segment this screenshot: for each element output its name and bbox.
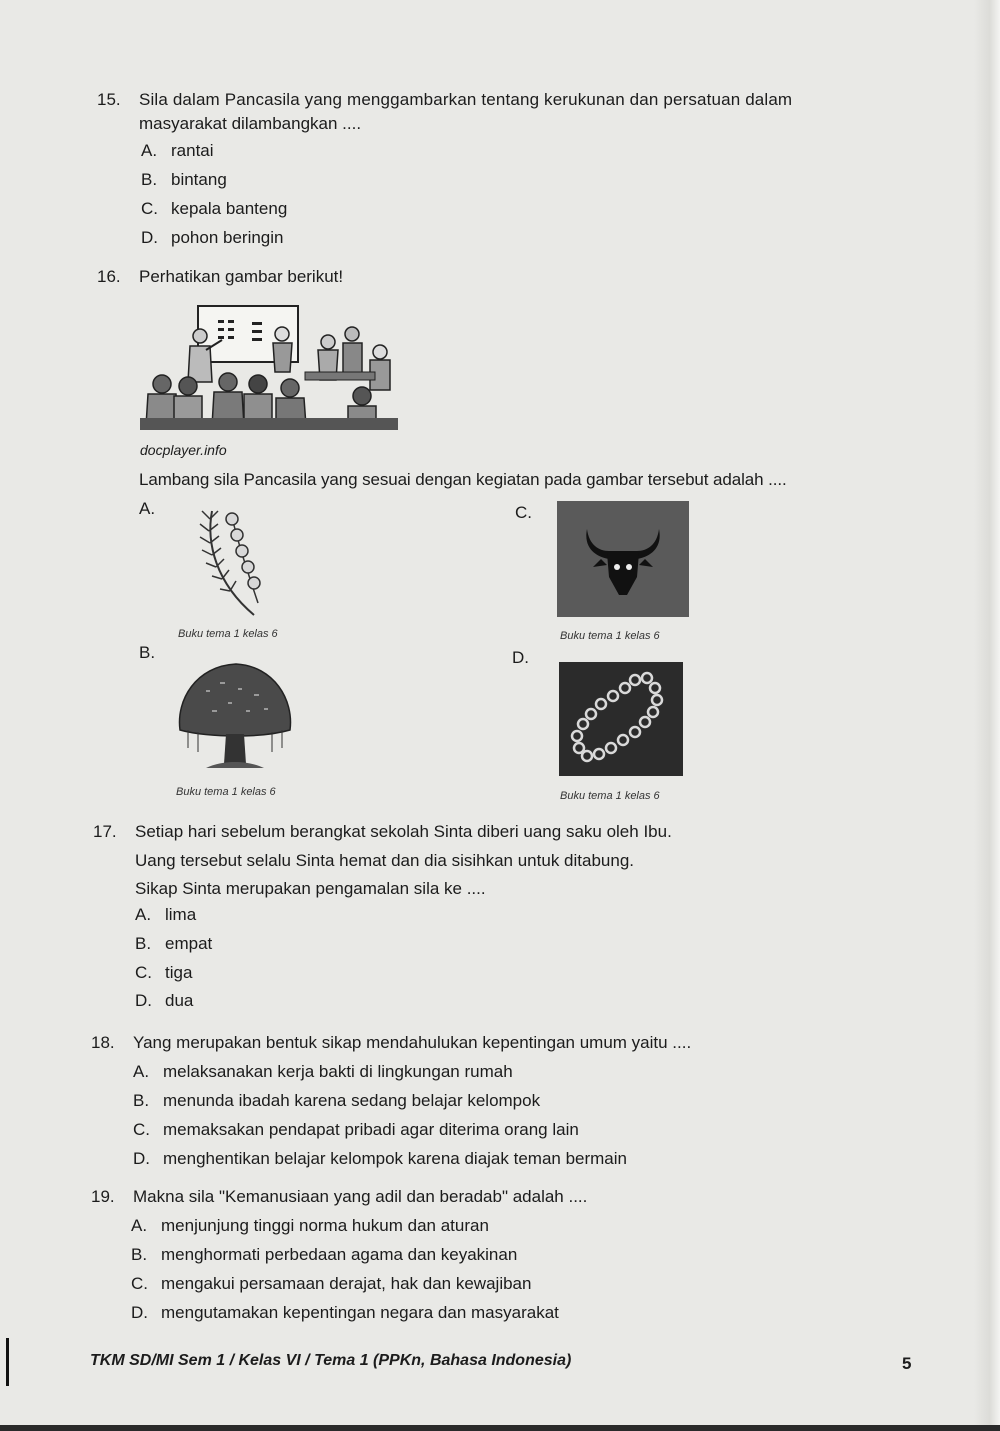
option-19c[interactable]: C. mengakui persamaan derajat, hak dan kewajiban: [131, 1274, 532, 1293]
question-text-line: Perhatikan gambar berikut!: [139, 267, 344, 286]
question-text-line: Setiap hari sebelum berangkat sekolah Sinta diberi uang saku oleh Ibu.: [135, 822, 672, 841]
kepala-banteng-icon[interactable]: [557, 501, 689, 617]
option-18c[interactable]: C. memaksakan pendapat pribadi agar diterima orang lain: [133, 1120, 579, 1139]
question-number: 18.: [91, 1033, 115, 1052]
option-15b[interactable]: B. bintang: [141, 170, 227, 189]
option-17d[interactable]: D. dua: [135, 991, 194, 1010]
option-16d-label[interactable]: D.: [512, 648, 529, 667]
question-17: [93, 820, 853, 844]
question-16: [97, 265, 697, 289]
question-number: 19.: [91, 1187, 115, 1206]
question-text-line: Yang merupakan bentuk sikap mendahulukan kepentingan umum yaitu ....: [133, 1033, 692, 1052]
image-caption: Buku tema 1 kelas 6: [560, 790, 660, 802]
padi-kapas-icon[interactable]: [192, 503, 284, 625]
image-source: docplayer.info: [140, 442, 227, 458]
question-text-line: Uang tersebut selalu Sinta hemat dan dia sisihkan untuk ditabung.: [135, 851, 634, 870]
option-15a[interactable]: A. rantai: [141, 141, 214, 160]
question-16-prompt: Lambang sila Pancasila yang sesuai dengan kegiatan pada gambar tersebut adalah ....: [139, 470, 787, 489]
question-text-line: Sikap Sinta merupakan pengamalan sila ke ....: [135, 879, 486, 898]
option-15c[interactable]: C. kepala banteng: [141, 199, 288, 218]
option-19a[interactable]: A. menjunjung tinggi norma hukum dan aturan: [131, 1216, 489, 1235]
question-number: 15.: [97, 90, 121, 109]
option-16c-label[interactable]: C.: [515, 503, 532, 522]
question-text-line: Sila dalam Pancasila yang menggambarkan tentang kerukunan dan persatuan dalam: [139, 90, 793, 109]
classroom-illustration: [140, 300, 398, 430]
image-caption: Buku tema 1 kelas 6: [176, 786, 276, 798]
question-text-line: masyarakat dilambangkan ....: [139, 114, 362, 133]
option-16a-label[interactable]: A.: [139, 499, 156, 518]
option-19b[interactable]: B. menghormati perbedaan agama dan keyakinan: [131, 1245, 518, 1264]
binding-mark: [6, 1338, 9, 1386]
option-19d[interactable]: D. mengutamakan kepentingan negara dan masyarakat: [131, 1303, 559, 1322]
question-number: 17.: [93, 822, 117, 841]
question-15: [97, 88, 927, 136]
rantai-icon[interactable]: [559, 662, 683, 776]
question-number: 16.: [97, 267, 121, 286]
option-17b[interactable]: B. empat: [135, 934, 213, 953]
option-18b[interactable]: B. menunda ibadah karena sedang belajar kelompok: [133, 1091, 541, 1110]
page-number: 5: [902, 1354, 912, 1373]
option-17c[interactable]: C. tiga: [135, 963, 193, 982]
option-17a[interactable]: A. lima: [135, 905, 197, 924]
page-edge-shadow: [974, 0, 1000, 1431]
pohon-beringin-icon[interactable]: [176, 660, 294, 774]
question-18: [91, 1031, 851, 1055]
option-16b-label[interactable]: B.: [139, 643, 156, 662]
image-caption: Buku tema 1 kelas 6: [560, 630, 660, 642]
option-15d[interactable]: D. pohon beringin: [141, 228, 284, 247]
option-18d[interactable]: D. menghentikan belajar kelompok karena diajak teman bermain: [133, 1149, 627, 1168]
image-caption: Buku tema 1 kelas 6: [178, 628, 278, 640]
question-text-line: Makna sila "Kemanusiaan yang adil dan beradab" adalah ....: [133, 1187, 588, 1206]
question-19: [91, 1185, 851, 1209]
option-18a[interactable]: A. melaksanakan kerja bakti di lingkungan rumah: [133, 1062, 513, 1081]
page-bottom-edge: [0, 1425, 1000, 1431]
page-footer: TKM SD/MI Sem 1 / Kelas VI / Tema 1 (PPKn, Bahasa Indonesia): [90, 1352, 572, 1369]
